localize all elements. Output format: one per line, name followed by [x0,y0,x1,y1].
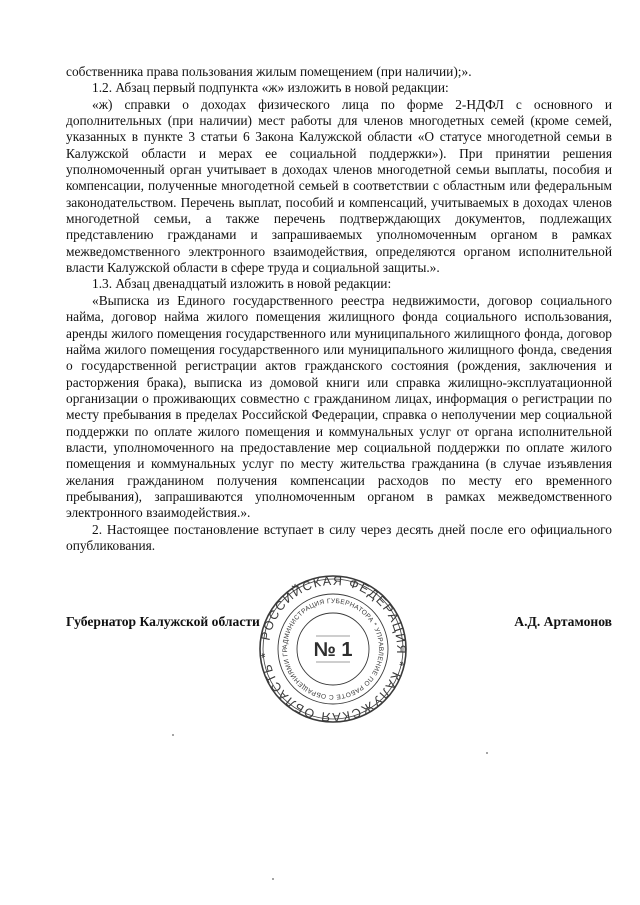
paragraph-1-3-heading: 1.3. Абзац двенадцатый изложить в новой редакции: [92,276,392,292]
scan-speck [486,752,488,754]
scan-speck [272,878,274,880]
official-seal [254,569,409,725]
paragraph-1-2-heading: 1.2. Абзац первый подпункта «ж» изложить в новой редакции: [92,80,449,96]
seal-number: № 1 [313,639,353,661]
paragraph-1-2-text: «ж) справки о доходах физического лица по форме 2-НДФЛ с основного и дополнительных (при наличии) мест работы для членов многодетных семей (кроме семей, указанных в пункте 3 статьи 6 Закона Калужской области «О статусе многодетной семьи в Калужской области и мерах ее социальной поддержки»). При принятии решения уполномоченный орган учитывает в доходах членов многодетной семьи выплаты, пособия и компенсации, полученные многодетной семьей в соответствии с областным или федеральным законодательством. Перечень выплат, пособий и компенсаций, учитываемых в доходах членов многодетной семьи, а также перечень подтверждающих документов, подлежащих представлению гражданами и запрашиваемых уполномоченным органом в рамках межведомственного электронного взаимодействия, определяются органом исполнительной власти Калужской области в сфере труда и социальной защиты.». [66,96,612,276]
scan-speck [172,734,174,736]
signatory-name: А.Д. Артамонов [514,614,612,629]
seal-outer-text: РОССИЙСКАЯ ФЕДЕРАЦИЯ * КАЛУЖСКАЯ ОБЛАСТЬ * [257,573,409,725]
signatory-title: Губернатор Калужской области [66,614,260,629]
paragraph-2: 2. Настоящее постановление вступает в силу через десять дней после его официального опубликования. [66,521,612,553]
paragraph-continuation: собственника права пользования жилым помещением (при наличии);». [66,64,472,79]
seal-inner-text: АДМИНИСТРАЦИЯ ГУБЕРНАТОРА * УПРАВЛЕНИЕ ПО РАБОТЕ С ОБРАЩЕНИЯМИ ГРАЖДАН И ДЕЛОПРОИЗВОДСТВУ * [254,569,385,701]
document-body [66,64,612,554]
paragraph-1-3-text: «Выписка из Единого государственного реестра недвижимости, договор социального найма, договор найма жилого помещения жилищного фонда социального использования, аренды жилого помещения государственного или муниципального жилищного фонда, договор найма жилого помещения государственного или муниципального жилищного фонда, сведения о государственной регистрации актов гражданского состояния (рождения, заключения и расторжения брака), выписка из домовой книги или справка жилищно-эксплуатационной организации о проживающих совместно с гражданином лицах, информация о регистрации по месту пребывания в пределах Российской Федерации, справка о неполучении мер социальной поддержки по оплате жилого помещения и коммунальных услуг от органа исполнительной власти, уполномоченного на предоставление мер социальной поддержки по оплате жилого помещения и коммунальных услуг по месту жительства гражданина (в случае изъявления желания гражданином получения компенсации расходов по месту его временного пребывания), запрашиваются уполномоченным органом в рамках межведомственного электронного взаимодействия.». [66,292,612,521]
seal-graphic [254,569,409,725]
